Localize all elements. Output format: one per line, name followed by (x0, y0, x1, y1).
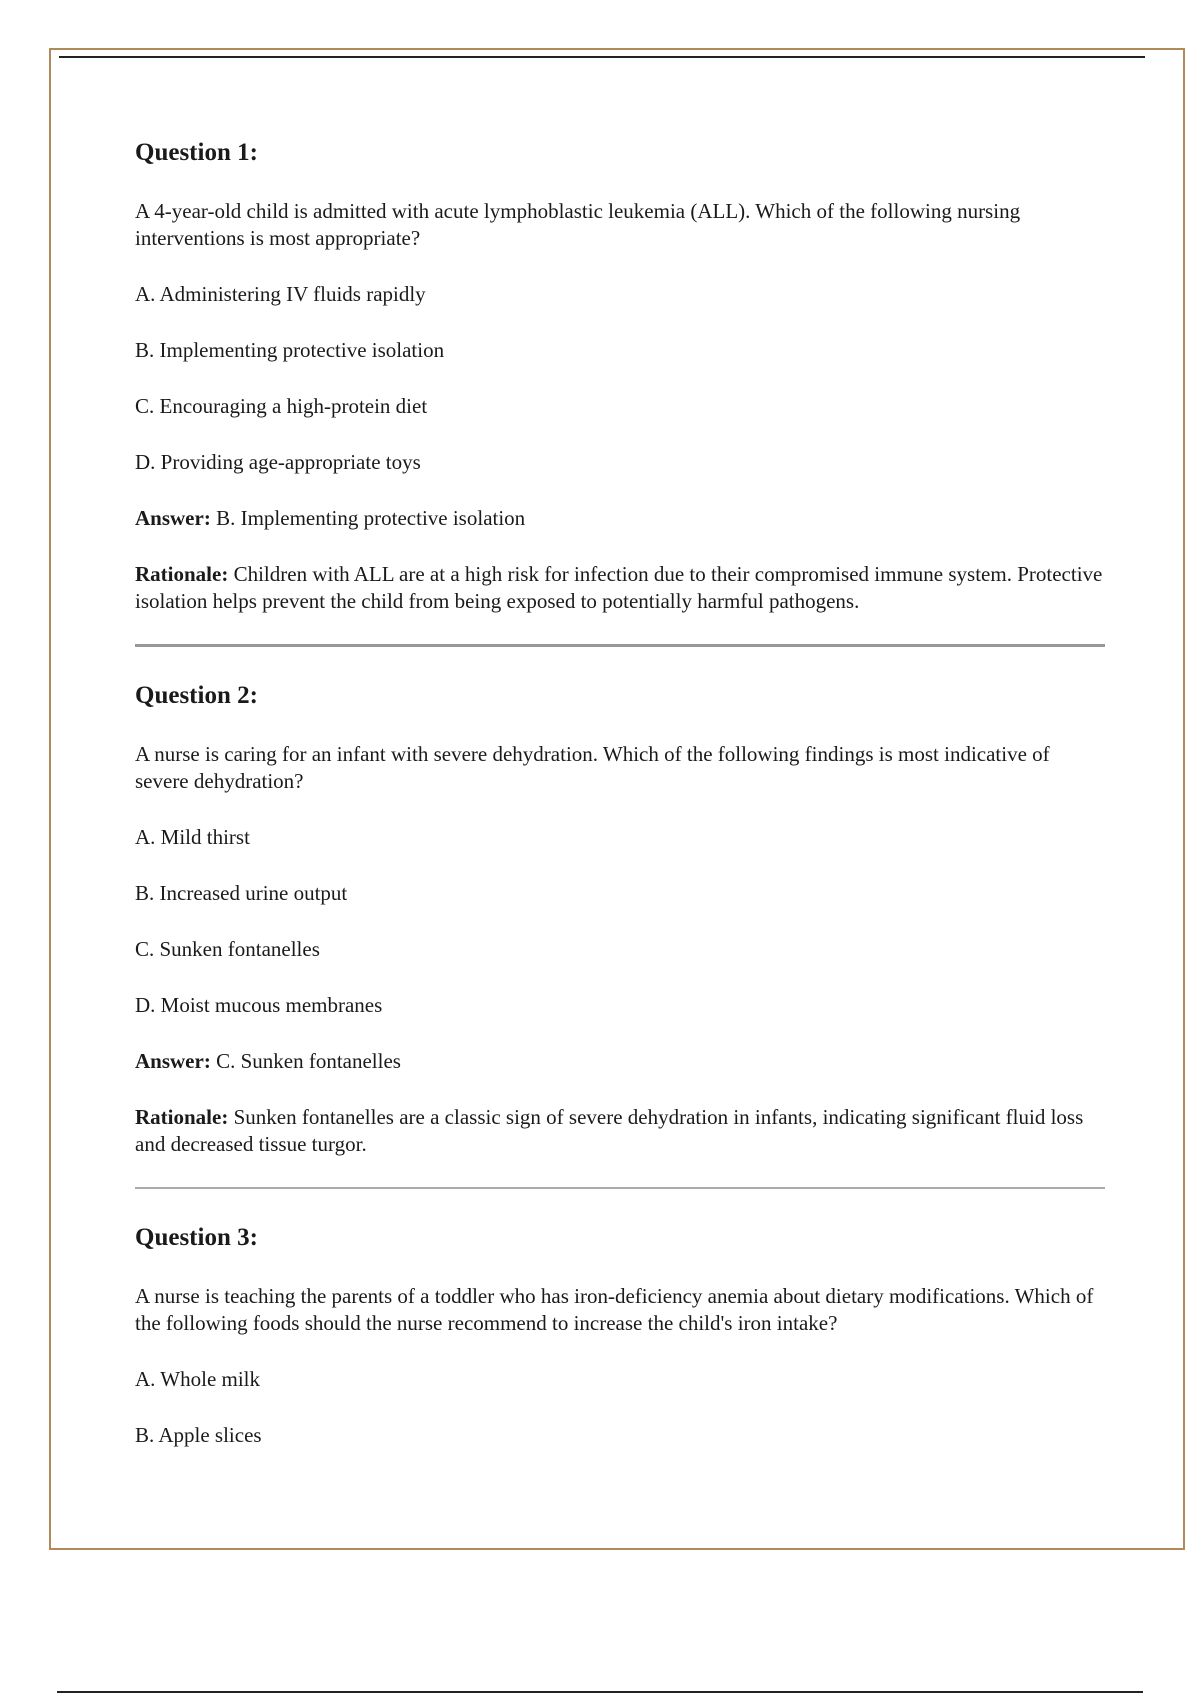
question-3 (135, 1223, 1105, 1449)
answer-text: C. Sunken fontanelles (210, 1049, 401, 1073)
question-2 (135, 681, 1105, 1158)
option-c: C. Sunken fontanelles (135, 937, 320, 961)
document-content (135, 138, 1105, 1478)
option-d: D. Moist mucous membranes (135, 993, 383, 1017)
option-a: A. Whole milk (135, 1367, 261, 1391)
question-title: Question 3: (135, 1224, 258, 1251)
top-rule (59, 56, 1145, 58)
option-a: A. Mild thirst (135, 825, 250, 849)
rationale-text: Children with ALL are at a high risk for infection due to their compromised immune system. Protective isolation helps prevent the child from being exposed to potentially harmful pathogens. (135, 562, 1103, 613)
question-text: A 4-year-old child is admitted with acute lymphoblastic leukemia (ALL). Which of the following nursing interventions is most appropriate? (135, 199, 1021, 250)
option-a: A. Administering IV fluids rapidly (135, 282, 426, 306)
answer-label: Answer: (135, 1049, 211, 1073)
section-divider (135, 1187, 1105, 1189)
page-frame (49, 48, 1185, 1550)
option-b: B. Increased urine output (135, 881, 348, 905)
question-text: A nurse is teaching the parents of a toddler who has iron-deficiency anemia about dietary modifications. Which of the following foods should the nurse recommend to increase the child's iron intake? (135, 1284, 1094, 1335)
question-title: Question 2: (135, 682, 258, 709)
section-divider (135, 644, 1105, 647)
answer (135, 1048, 1105, 1075)
question-text: A nurse is caring for an infant with severe dehydration. Which of the following findings is most indicative of severe dehydration? (135, 742, 1050, 793)
answer (135, 505, 1105, 532)
rationale-label: Rationale: (135, 1105, 229, 1129)
answer-label: Answer: (135, 506, 211, 530)
question-title: Question 1: (135, 139, 258, 166)
bottom-rule (57, 1691, 1143, 1693)
rationale-label: Rationale: (135, 562, 229, 586)
rationale (135, 561, 1105, 615)
option-d: D. Providing age-appropriate toys (135, 450, 421, 474)
rationale-text: Sunken fontanelles are a classic sign of severe dehydration in infants, indicating significant fluid loss and decreased tissue turgor. (135, 1105, 1084, 1156)
rationale (135, 1104, 1105, 1158)
answer-text: B. Implementing protective isolation (210, 506, 526, 530)
question-1 (135, 138, 1105, 615)
option-c: C. Encouraging a high-protein diet (135, 394, 428, 418)
option-b: B. Apple slices (135, 1423, 262, 1447)
option-b: B. Implementing protective isolation (135, 338, 445, 362)
